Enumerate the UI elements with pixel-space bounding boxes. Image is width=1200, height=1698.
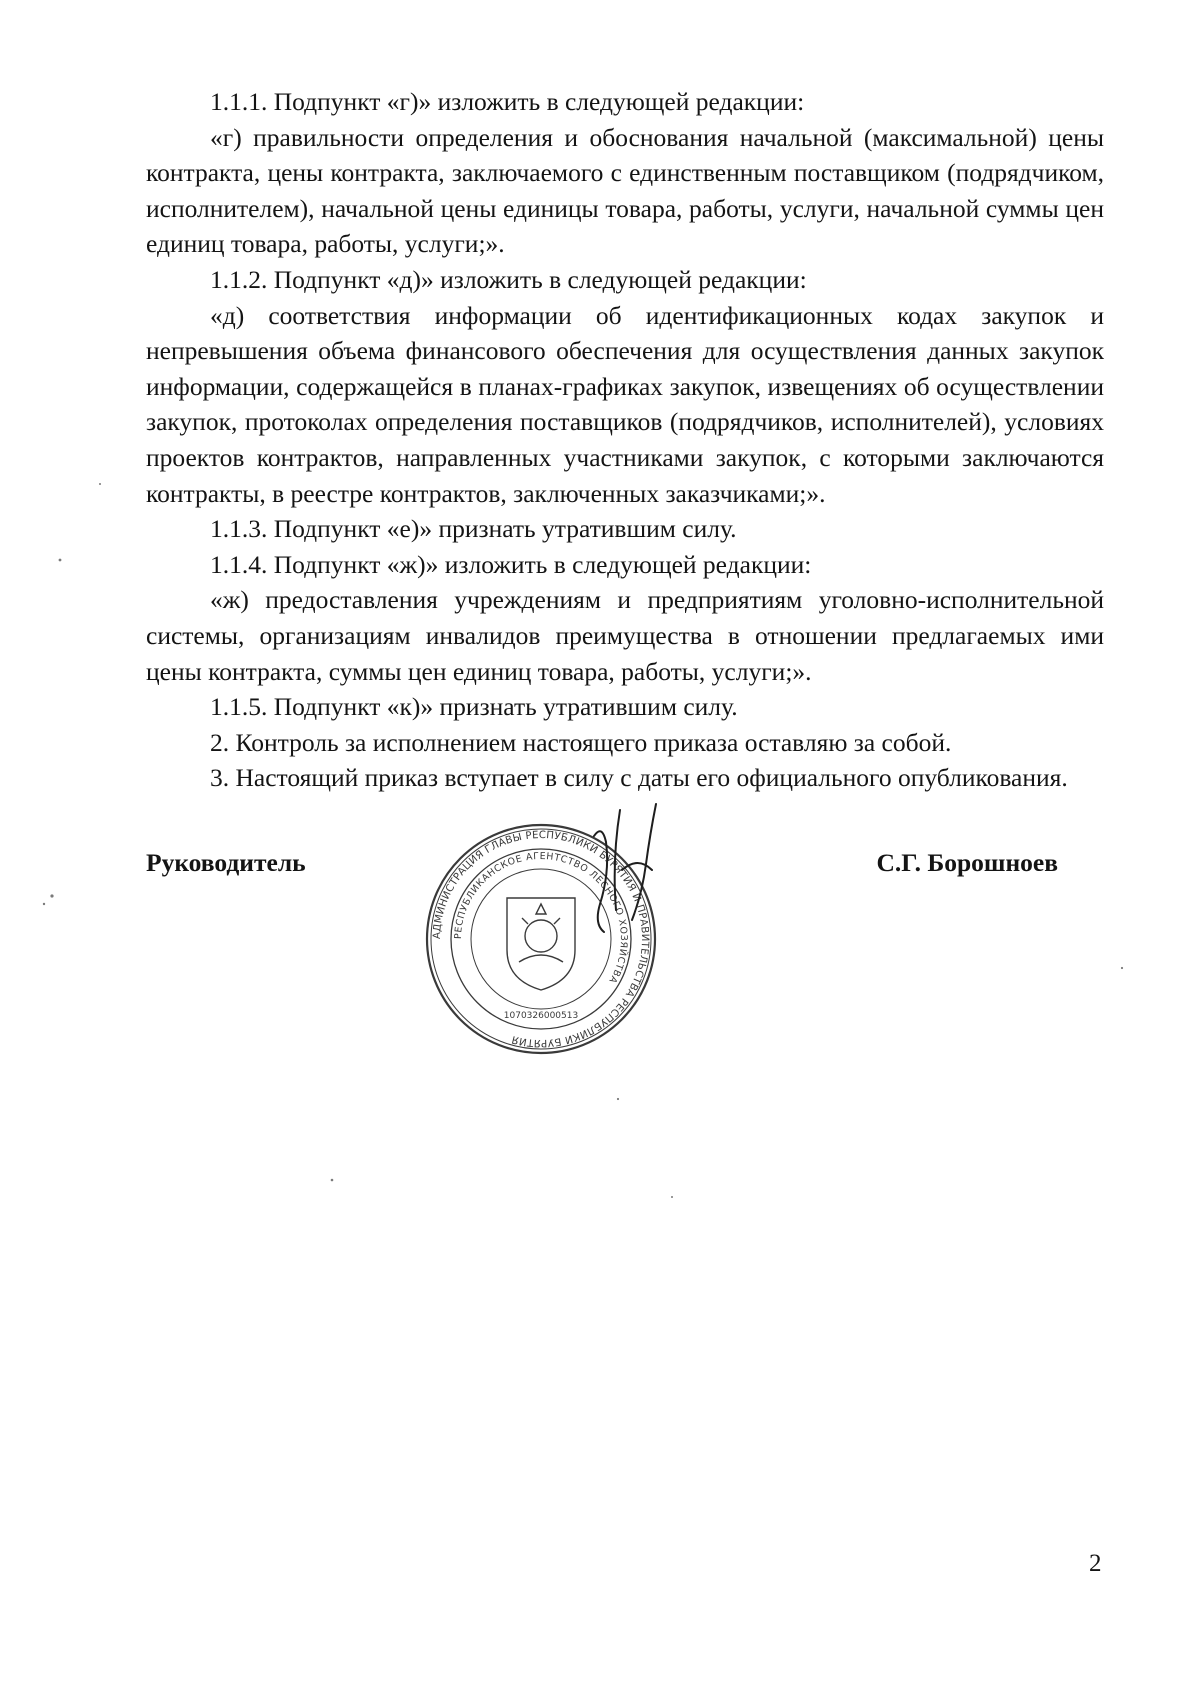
paragraph-1-1-1: 1.1.1. Подпункт «г)» изложить в следующей редакции: [210,87,805,116]
signer-title: Руководитель [146,848,306,877]
paragraph-2: 2. Контроль за исполнением настоящего приказа оставляю за собой. [210,727,952,757]
document-body [146,84,1104,796]
paragraph-1-1-4: 1.1.4. Подпункт «ж)» изложить в следующей редакции: [210,549,812,579]
paragraph-1-1-5: 1.1.5. Подпункт «к)» признать утратившим силу. [210,692,738,722]
signer-name: С.Г. Борошноев [876,848,1058,877]
paragraph-1-1-2: 1.1.2. Подпункт «д)» изложить в следующей редакции: [210,264,807,294]
seal-ogrn: 1070326000513 [503,1011,579,1021]
paragraph-1-1-3: 1.1.3. Подпункт «е)» признать утратившим силу. [210,514,737,544]
seal-inner-text: РЕСПУБЛИКАНСКОЕ АГЕНТСТВО ЛЕСНОГО ХОЗЯЙСТВА [452,850,630,986]
seal-outer-text: АДМИНИСТРАЦИЯ ГЛАВЫ РЕСПУБЛИКИ БУРЯТИЯ И ПРАВИТЕЛЬСТВА РЕСПУБЛИКИ БУРЯТИЯ [431,829,651,1049]
paragraph-g-text: «г) правильности определения и обоснования начальной (максимальной) цены контракта, цены контракта, заключаемого с единственным поставщиком (подрядчиком, исполнителем), начальной цены единицы товара, работы, услуги, начальной суммы цен единиц товара, работы, услуги;». [146,122,1104,259]
page-number: 2 [1089,1550,1102,1577]
handwritten-signature [560,800,720,950]
paragraph-d-text: «д) соответствия информации об идентификационных кодах закупок и непревышения объема финансового обеспечения для осуществления данных закупок информации, содержащейся в планах-графиках закупок, извещениях об осуществлении закупок, протоколах определения поставщиков (подрядчиков, исполнителей), условиях проектов контрактов, направленных участниками закупок, с которыми заключаются контракты, в реестре контрактов, заключенных заказчиками;». [146,300,1104,508]
paragraph-zh-text: «ж) предоставления учреждениям и предприятиям уголовно-исполнительной системы, организациям инвалидов преимущества в отношении предлагаемых ими цены контракта, суммы цен единиц товара, работы, услуги;». [146,585,1104,686]
paragraph-3: 3. Настоящий приказ вступает в силу с даты его официального опубликования. [210,763,1068,793]
